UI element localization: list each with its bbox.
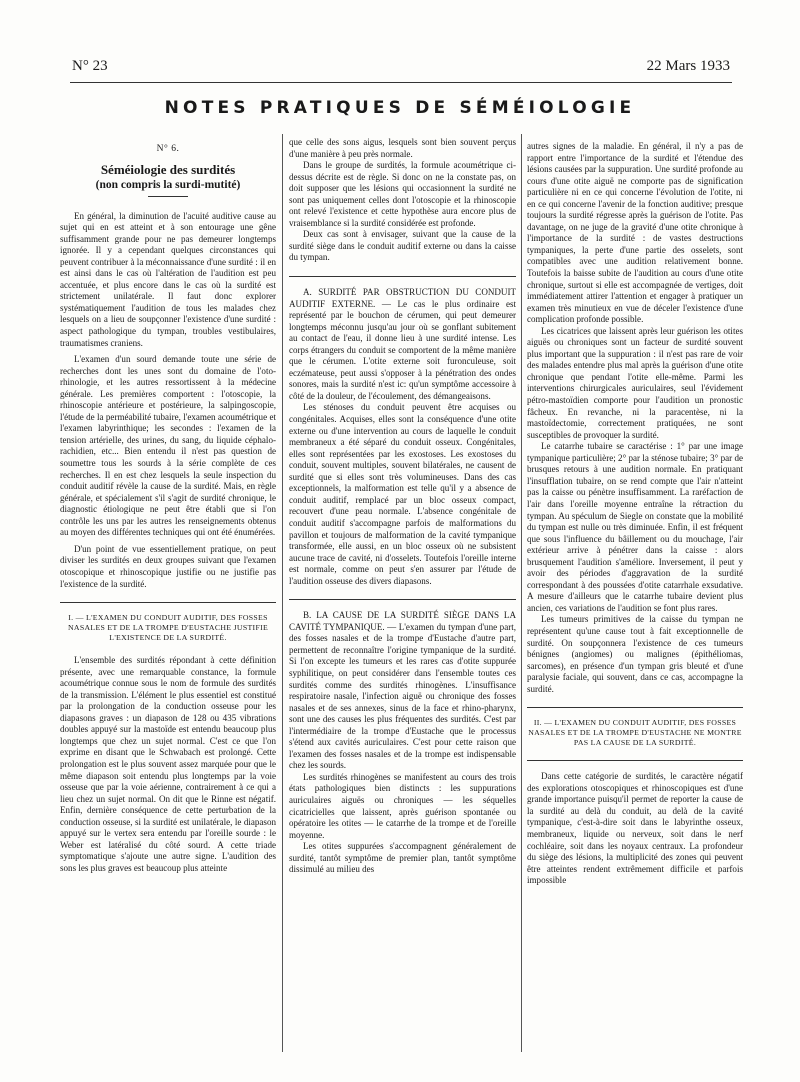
column-divider: [282, 134, 283, 1052]
paragraph: Les tumeurs primitives de la caisse du tympan ne représentent qu'une cause tout à fait exceptionnelle de surdité. On soupçonnera l'existence de ces tumeurs bénignes (angiomes) ou malignes (épithéliomas, sarcomes), en présence d'un tympan gris bleuté et d'une paralysie faciale, qui souvent, dans ce cas, accompagne la surdité.: [527, 614, 743, 694]
header-rule: [70, 82, 732, 83]
article-number: N° 6.: [156, 144, 180, 154]
page-title: NOTES PRATIQUES DE SÉMÉIOLOGIE: [164, 98, 636, 118]
column-divider: [521, 134, 522, 1052]
heading-rule: [148, 196, 188, 197]
article-subheading: (non compris la surdi-mutité): [95, 178, 241, 191]
paragraph: En général, la diminution de l'acuité auditive cause au sujet qui en est atteint et à son entourage une gêne suffisamment grande pour ne pas demeurer longtemps ignorée. Il y a cependant quelques circonstances qui peuvent contribuer à la méconnaissance d'une surdité : il en est ainsi dans le cas où l'altération de l'audition est peu accentuée, et plus encore dans le cas où la surdité est strictement unilatérale. Il faut donc explorer systématiquement l'audition de tous les malades chez lesquels on a lieu de soupçonner l'existence d'une surdité : aspect pathologique du tympan, troubles vestibulaires, traumatismes craniens.: [60, 210, 276, 348]
paragraph: Les cicatrices que laissent après leur guérison les otites aiguës ou chroniques sont un facteur de surdité souvent plus important que la suppuration : il n'est pas rare de voir des malades entendre plus mal après la guérison d'une otite chronique que pendant l'otite elle-même. Parmi les interventions chirurgicales auriculaires, seul l'évidement pétro-mastoïdien comporte pour l'audition un pronostic fâcheux. En revanche, ni la paracentèse, ni la mastoïdectomie, correctement pratiquées, ne sont susceptibles de provoquer la surdité.: [527, 325, 743, 440]
paragraph: L'examen d'un sourd demande toute une série de recherches dont les unes sont du domaine de l'oto-rhinologie, et les autres ressortissent à la médecine générale. Les premières comportent : l'otoscopie, la rhinoscopie antérieure et postérieure, la salpingoscopie, l'étude de la perméabilité tubaire, l'examen acoumétrique et l'examen labyrinthique; les secondes : l'examen de la tension artérielle, des urines, du sang, du liquide céphalo-rachidien, etc... Bien entendu il n'est pas question de soumettre tous les sourds à la série complète de ces recherches. Il en est chez lesquels la seule inspection du conduit auditif révèle la cause de la surdité. Mais, en règle générale, et spécialement s'il s'agit de surdité chronique, le diagnostic étiologique ne peut être établi que si l'on contrôle les uns par les autres les renseignements obtenus au moyen des différentes techniques qui ont été énumérées.: [60, 354, 276, 538]
article-heading: Séméiologie des surdités: [100, 161, 236, 177]
paragraph: B. LA CAUSE DE LA SURDITÉ SIÈGE DANS LA CAVITÉ TYMPANIQUE. — L'examen du tympan d'une part, des fosses nasales et de la trompe d'Eustache d'autre part, permettent de reconnaître l'origine tympanique de la surdité. Si l'on excepte les tumeurs et les rares cas d'otite suppurée syphilitique, on peut considérer dans l'ensemble toutes ces surdités comme des surdités rhinogènes. L'insuffisance respiratoire nasale, l'infection aiguë ou chronique des fosses nasales et de ses annexes, sinus de la face et rhino-pharynx, sont une des causes les plus fréquentes des surdités. C'est par l'intermédiaire de la trompe d'Eustache que le processus s'étend aux cavités auriculaires. C'est pour cette raison que l'examen des fosses nasales et de la trompe est indispensable chez les sourds.: [289, 610, 516, 771]
column-2: [289, 137, 516, 1057]
section-heading: I. — L'EXAMEN DU CONDUIT AUDITIF, DES FOSSES NASALES ET DE LA TROMPE D'EUSTACHE JUSTIFIE L'EXISTENCE DE LA SURDITÉ.: [67, 613, 269, 643]
section-rule: [527, 707, 743, 708]
section-heading: II. — L'EXAMEN DU CONDUIT AUDITIF, DES FOSSES NASALES ET DE LA TROMPE D'EUSTACHE NE MONTRE PAS LA CAUSE DE LA SURDITÉ.: [528, 718, 742, 748]
paragraph: Les otites suppurées s'accompagnent généralement de surdité, tantôt symptôme de premier plan, tantôt symptôme dissimulé au milieu des: [289, 841, 516, 875]
issue-number: N° 23: [72, 58, 108, 74]
column-3: [527, 141, 743, 1057]
paragraph: D'un point de vue essentiellement pratique, on peut diviser les surdités en deux groupes suivant que l'examen otoscopique et rhinoscopique justifie ou ne justifie pas l'existence de la surdité.: [60, 543, 276, 589]
issue-date: 22 Mars 1933: [646, 58, 730, 74]
paragraph: Deux cas sont à envisager, suivant que la cause de la surdité siège dans le conduit auditif externe ou dans la caisse du tympan.: [289, 229, 516, 263]
paragraph: L'ensemble des surdités répondant à cette définition présente, avec une remarquable constance, la formule acoumétrique connue sous le nom de formule des surdités de la transmission. L'élément le plus essentiel est constitué par la prolongation de la conduction osseuse pour les diapasons graves : un diapason de 128 ou 435 vibrations doubles appuyé sur la mastoïde est entendu beaucoup plus longtemps que chez un sujet normal. C'est ce que l'on exprime en disant que le Schwabach est prolongé. Cette prolongation est le plus souvent assez marquée pour que le même diapason soit entendu plus longtemps par la voie osseuse que par la voie aérienne, contrairement à ce qui a lieu chez un sujet normal. On dit que le Rinne est négatif. Enfin, dernière conséquence de cette perturbation de la conduction osseuse, si la surdité est unilatérale, le diapason appuyé sur le vertex sera entendu par l'oreille sourde : le Weber est latéralisé du côté sourd. A cette triade symptomatique s'ajoute une autre signe. L'audition des sons les plus graves est beaucoup plus atteinte: [60, 655, 276, 873]
paragraph: autres signes de la maladie. En général, il n'y a pas de rapport entre l'importance de la surdité et l'étendue des lésions causées par la suppuration. Une surdité profonde au cours d'une otite aiguë ne comporte pas de signification particulière ni en ce qui concerne l'évolution de l'otite, ni en ce qui concerne l'avenir de la fonction auditive; presque toujours la surdité régresse après la guérison de l'otite. Pas davantage, on ne juge de la gravité d'une otite chronique à l'importance de la surdité : de vastes destructions tympaniques, la perte d'une partie des osselets, sont compatibles avec une audition relativement bonne. Toutefois la baisse subite de l'audition au cours d'une otite chronique, surtout si elle est accompagnée de vertiges, doit immédiatement attirer l'attention et engager à pratiquer un examen très minutieux en vue de déceler l'existence d'une complication profonde possible.: [527, 141, 743, 325]
paragraph: Le catarrhe tubaire se caractérise : 1° par une image tympanique particulière; 2° par la sténose tubaire; 3° par de brusques retours à une audition normale. En pratiquant l'insufflation tubaire, on se rend compte que l'air n'atteint pas la caisse ou pénètre insuffisamment. La raréfaction de l'air dans l'oreille moyenne entraîne la rétraction du tympan. Au spéculum de Siegle on constate que la mobilité du tympan est nulle ou très diminuée. Enfin, il est fréquent que sous l'influence du bâillement ou du mouchage, l'air extérieur arrive à pénétrer dans la caisse : alors brusquement l'audition s'améliore. Inversement, il peut y avoir des périodes d'aggravation de la surdité correspondant à des poussées d'otite catarrhale exsudative. A mesure d'ailleurs que le catarrhe tubaire devient plus ancien, ces variations de l'audition se font plus rares.: [527, 441, 743, 613]
paragraph: Les surdités rhinogènes se manifestent au cours des trois états pathologiques bien distincts : les suppurations auriculaires aiguës ou chroniques — les séquelles cicatricielles que laissent, après guérison spontanée ou opératoire les otites — le catarrhe de la trompe et de l'oreille moyenne.: [289, 771, 516, 840]
section-rule: [289, 276, 516, 277]
paragraph: Dans cette catégorie de surdités, le caractère négatif des explorations otoscopiques et rhinoscopiques est d'une grande importance puisqu'il permet de reporter la cause de la surdité au delà du conduit, au delà de la cavité tympanique, c'est-à-dire soit dans le labyrinthe osseux, membraneux, liquide ou nerveux, soit dans le nerf cochléaire, soit dans les noyaux centraux. La profondeur du siège des lésions, la multiplicité des zones qui peuvent être atteintes rendent extrêmement difficile et parfois impossible: [527, 771, 743, 886]
section-rule: [527, 760, 743, 761]
column-1: [60, 138, 276, 1050]
paragraph: A. SURDITÉ PAR OBSTRUCTION DU CONDUIT AUDITIF EXTERNE. — Le cas le plus ordinaire est représenté par le bouchon de cérumen, qui peut demeurer longtemps méconnu jusqu'au jour où se gonflant subitement au contact de l'eau, il donne lieu à une surdité intense. Les corps étrangers du conduit se comportent de la même manière que le cérumen. L'otite externe soit furonculeuse, soit eczémateuse, peut aussi s'opposer à la pénétration des ondes sonores, mais la surdité n'est ic: qu'un symptôme accessoire à côté de la douleur, de l'écoulement, des démangeaisons.: [289, 287, 516, 401]
section-rule: [289, 599, 516, 600]
paragraph: Dans le groupe de surdités, la formule acoumétrique ci-dessus décrite est de règle. Si donc on ne la constate pas, on doit supposer que les lésions qui occasionnent la surdité ne sont pas uniquement celles dont l'otoscopie et la rhinoscopie ont relevé l'existence et cette hypothèse aura encore plus de vraisemblance si la surdité considérée est profonde.: [289, 160, 516, 228]
paragraph: Les sténoses du conduit peuvent être acquises ou congénitales. Acquises, elles sont la conséquence d'une otite externe ou d'une intervention au cours de laquelle le conduit membraneux a été séparé du conduit osseux. Congénitales, elles sont représentées par les exostoses. Les exostoses du conduit, souvent multiples, souvent bilatérales, ne causent de surdité que si elles sont très volumineuses. Dans des cas exceptionnels, la malformation est telle qu'il y a absence de conduit auditif, remplacé par un bloc osseux compact, recouvert d'une peau normale. L'absence congénitale de conduit auditif s'accompagne parfois de malformations du pavillon et toujours de malformation de la cavité tympanique transformée, elle aussi, en un bloc osseux où ne subsistent aucune trace de cavité, ni d'osselets. Toutefois l'oreille interne est normale, comme on peut s'en assurer par l'étude de l'audition osseuse des divers diapasons.: [289, 402, 516, 586]
paragraph: que celle des sons aigus, lesquels sont bien souvent perçus d'une manière à peu près normale.: [289, 137, 516, 159]
section-rule: [60, 602, 276, 603]
